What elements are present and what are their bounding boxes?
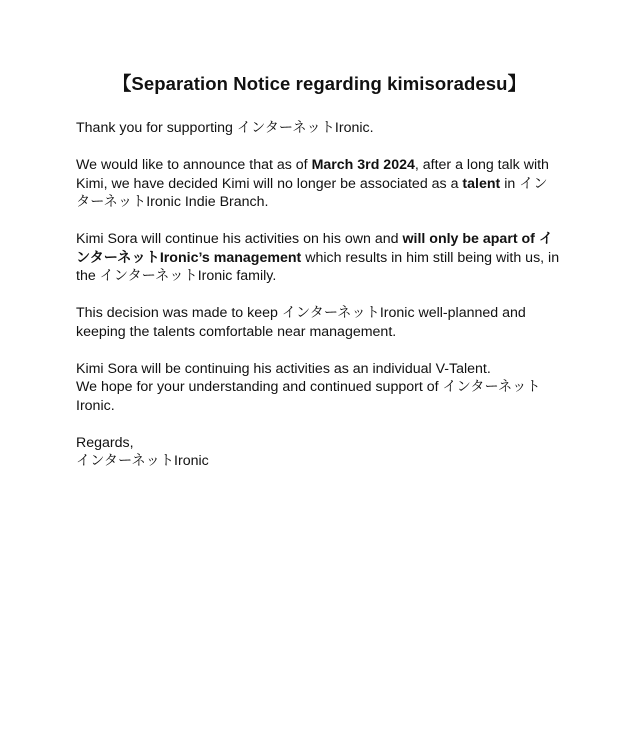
continuation-paragraph — [76, 230, 561, 286]
announcement-talent: talent — [462, 175, 501, 192]
announcement-date: March 3rd 2024 — [311, 157, 415, 173]
notice-body — [76, 119, 561, 471]
signature: インターネットIronic — [76, 453, 209, 469]
announcement-text-3: in インターネットIronic Indie Branch. — [76, 175, 548, 210]
notice-title: 【Separation Notice regarding kimisoradesu】 — [112, 73, 527, 94]
individual-activities-line: Kimi Sora will be continuing his activities as an individual V-Talent. — [76, 360, 491, 377]
continuation-text-1: Kimi Sora will continue his activities on his own and — [76, 231, 403, 247]
announcement-text-1: We would like to announce that as of — [76, 157, 312, 173]
announcement-paragraph — [76, 156, 561, 212]
announcement-text-2: , after a long talk with Kimi, we have decided Kimi will no longer be associated as a — [76, 157, 549, 192]
support-line: We hope for your understanding and continued support of インターネットIronic. — [76, 379, 541, 414]
sign-off: Regards, — [76, 434, 134, 451]
greeting-paragraph: Thank you for supporting インターネットIronic. — [76, 120, 374, 136]
continuation-text-2: which results in him still being with us, in the インターネットIronic family. — [76, 249, 560, 284]
continuation-management: will only be apart of インターネットIronic’s management — [76, 231, 554, 266]
decision-paragraph: This decision was made to keep インターネットIronic well-planned and keeping the talents comfortable near management. — [76, 305, 526, 340]
